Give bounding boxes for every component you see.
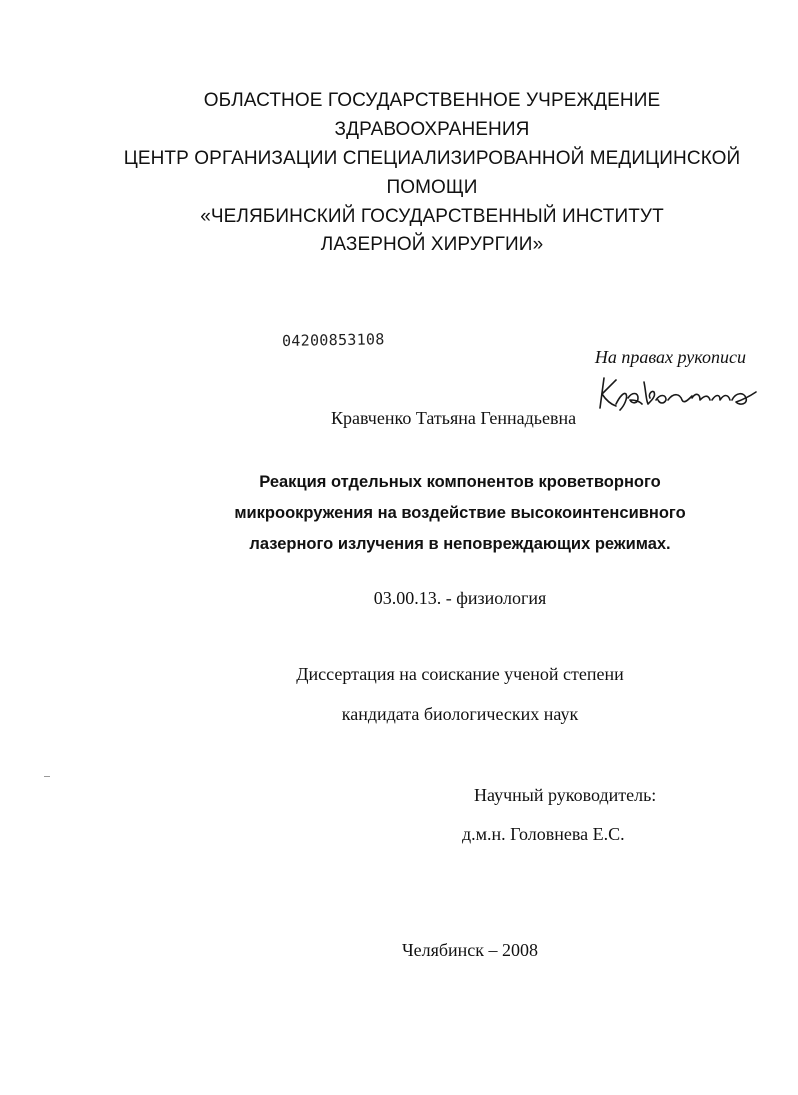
thesis-title-line: микроокружения на воздействие высокоинтенсивного — [234, 504, 686, 522]
author-name: Кравченко Татьяна Геннадьевна — [331, 408, 577, 428]
stamp-code: 04200853108 — [281, 330, 385, 350]
specialty-code: 03.00.13. - физиология — [373, 588, 547, 608]
institution-line: ОБЛАСТНОЕ ГОСУДАРСТВЕННОЕ УЧРЕЖДЕНИЕ — [203, 90, 661, 111]
thesis-title-line: лазерного излучения в неповреждающих режимах. — [249, 535, 671, 553]
scan-artifact — [44, 776, 50, 777]
institution-line: ЗДРАВООХРАНЕНИЯ — [334, 119, 530, 140]
supervisor-label: Научный руководитель: — [474, 785, 657, 805]
degree-line: Диссертация на соискание ученой степени — [296, 664, 624, 684]
institution-line: ПОМОЩИ — [386, 177, 478, 198]
degree-line: кандидата биологических наук — [341, 704, 579, 724]
thesis-title-line: Реакция отдельных компонентов кроветворного — [259, 473, 661, 491]
supervisor-name: д.м.н. Головнева Е.С. — [462, 824, 625, 844]
institution-line: «ЧЕЛЯБИНСКИЙ ГОСУДАРСТВЕННЫЙ ИНСТИТУТ — [200, 206, 664, 227]
handwritten-signature — [596, 370, 762, 418]
institution-line: ЦЕНТР ОРГАНИЗАЦИИ СПЕЦИАЛИЗИРОВАННОЙ МЕДИЦИНСКОЙ — [123, 148, 741, 169]
city-year: Челябинск – 2008 — [401, 940, 539, 960]
institution-line: ЛАЗЕРНОЙ ХИРУРГИИ» — [320, 234, 544, 255]
rights-note: На правах рукописи — [594, 347, 746, 367]
